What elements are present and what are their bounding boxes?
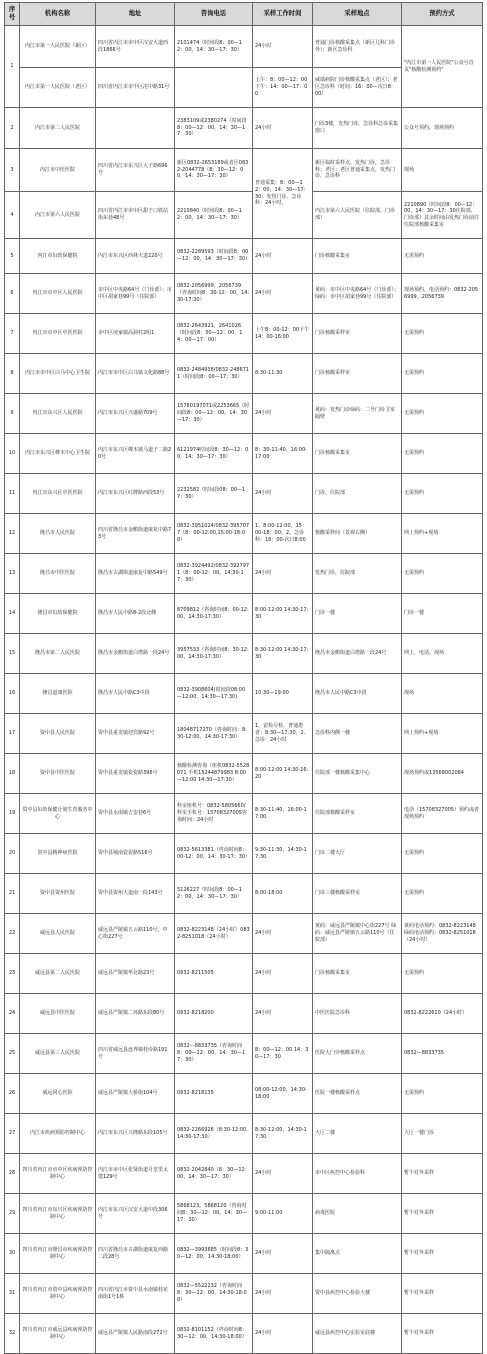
cell-addr: 市中区中央路64号（门诊部）；市中区胡家巷99号（住院部） (96, 274, 175, 314)
cell-site: 大厅二楼 (313, 1114, 402, 1154)
cell-name: 内江市东兴区中医医院 (20, 474, 96, 514)
cell-seq: 3 (5, 149, 20, 192)
cell-addr: 四川省威远县连界镇桂诊路191号 (96, 1034, 175, 1074)
cell-phone: 0832—5522232（咨询时间8：30—12：00，14:30-18:00） (175, 1274, 253, 1314)
cell-site: 威瑞病院门诊核酸采集点（老区）；老区急诊科（时间：16：00—次日8：00） (313, 68, 402, 108)
cell-name: 四川省内江市市中区疾病预防控制中心 (20, 1154, 96, 1194)
cell-time: 24小时 (253, 554, 313, 594)
cell-book: "内江市第一人民医院"公众号首页"核酸检测预约" (402, 26, 483, 108)
cell-site: 急诊科内侧一楼 (313, 714, 402, 754)
table-row (5, 754, 483, 794)
cell-site: 隆昌市金鹅街道白塔路一段24号 (313, 634, 402, 674)
cell-book: 0832-8222610（24小时） (402, 994, 483, 1034)
cell-name: 资中县精神病医院 (20, 834, 96, 874)
cell-addr: 四川省内江市市中区甜子口铁站街东巷48号 (96, 192, 175, 239)
cell-book: 现场 (402, 674, 483, 714)
table-row (5, 474, 483, 514)
cell-addr: 四川省内江市市中区汉安大道西段1866号 (96, 26, 175, 68)
cell-seq: 13 (5, 554, 20, 594)
cell-addr: 隆昌市金鹅街道白塔路一段24号 (96, 634, 175, 674)
cell-site: 医院一楼核酸采样点 (313, 1074, 402, 1114)
cell-site: 隆昌市人民中路C3中段 (313, 674, 402, 714)
cell-addr: 内江市市中区张贤街道月堂里太建129号 (96, 1154, 175, 1194)
table-row (5, 1154, 483, 1194)
cell-seq: 26 (5, 1074, 20, 1114)
cell-time: 24小时 (253, 26, 313, 68)
cell-seq: 19 (5, 794, 20, 834)
table-row (5, 794, 483, 834)
cell-name: 资中县妇幼保健计划生育服务中心 (20, 794, 96, 834)
table-row (5, 954, 483, 994)
cell-addr: 内江市东兴区西林大道220号 (96, 239, 175, 274)
cell-addr: 资中县资州大道南一段143号 (96, 874, 175, 914)
cell-phone: 0832-8218200 (175, 994, 253, 1034)
cell-time: 10:30—19:00 (253, 674, 313, 714)
cell-seq: 16 (5, 674, 20, 714)
cell-phone: 0832-8211505 (175, 954, 253, 994)
table-row (5, 1074, 483, 1114)
table-row (5, 354, 483, 394)
table-row (5, 994, 483, 1034)
cell-phone: 新区0832-2653189或者区0832-2044778（8：30—12：00，14：30—17：30） (175, 149, 253, 192)
cell-site: 黄码：威远县严陵镇中心街227号 绿码：威远县严陵镇五云路110号（住院部） (313, 914, 402, 954)
cell-phone: 0832-8218135 (175, 1074, 253, 1114)
cell-phone: 0832-5613381（咨询时间8：00-12：00，14：30-17：30） (175, 834, 253, 874)
cell-phone: 5868123，5868120（咨询时间8：30—12：00，14：30—17：30） (175, 1194, 253, 1234)
cell-seq: 4 (5, 192, 20, 239)
table-row (5, 1274, 483, 1314)
cell-book: 无需预约 (402, 874, 483, 914)
cell-addr: 内江市市中区白马镇文化路88号 (96, 354, 175, 394)
cell-site: 门诊核酸采样室 (313, 354, 402, 394)
cell-time: 上午：8：00—12：00下午：14：00—17：00 (253, 68, 313, 108)
cell-name: 内江市第六人民医院 (20, 192, 96, 239)
table-row (5, 1314, 483, 1354)
cell-site: 门诊一楼 (313, 594, 402, 634)
cell-time: 8：30-11:40，16:00-17:00 (253, 434, 313, 474)
cell-book: 无需预约 (402, 834, 483, 874)
cell-addr: 资中县水南镇吉安巷6号 (96, 794, 175, 834)
cell-phone: 0832-2643921，2641026（时间段8：30—12：00，14：00—17：00） (175, 314, 253, 354)
cell-time: 24小时 (253, 1234, 313, 1274)
cell-book: 暂不对外采样 (402, 1154, 483, 1194)
cell-name: 隆昌市人民医院 (20, 514, 96, 554)
cell-time: 24小时 (253, 108, 313, 149)
cell-phone: 0832-3951024/0832-3957077（8：00-12:00,15:00-18:00） (175, 514, 253, 554)
cell-addr: 市中区凌家镇高洞村2组1 (96, 314, 175, 354)
cell-time: 8:00-12:00 14:30-16:20 (253, 754, 313, 794)
cell-time: 24小时 (253, 1154, 313, 1194)
header-institution: 机构名称 (20, 3, 96, 26)
cell-name: 四川省内江市资中县疾病预防控制中心 (20, 1274, 96, 1314)
cell-book: 公众号预约，现场预约 (402, 108, 483, 149)
cell-time: 24小时 (253, 474, 313, 514)
cell-book: 2210890（时间段8：00—12：00，14：30—17：30住院部，门诊部）其余时间由发热门诊前往住院部核酸采集室 (402, 192, 483, 239)
cell-name: 内江市东兴区人民医院 (20, 394, 96, 434)
cell-time: 8:30-11:30 (253, 354, 313, 394)
cell-seq: 27 (5, 1114, 20, 1154)
cell-time: 上午8：00-12：00下午14：00-16:00 (253, 314, 313, 354)
cell-name: 隆昌道康医院 (20, 674, 96, 714)
header-row (5, 3, 483, 26)
cell-phone: 0832-8223148（24小时）0832-8251018（24小时） (175, 914, 253, 954)
cell-book: 现场预约或13568002084 (402, 754, 483, 794)
cell-phone: 2101474（时间段8：00—12：00，14：30—17：30） (175, 26, 253, 68)
cell-phone: 0832-2042840（8：30—12：00，14：30—17：30） (175, 1154, 253, 1194)
cell-name: 威远县中医医院 (20, 994, 96, 1034)
cell-site: 集中隔离点 (313, 1234, 402, 1274)
cell-name: 内江市中医医院 (20, 149, 96, 192)
cell-time: 8:30-12:00，14:30-17:30 (253, 1114, 313, 1154)
cell-phone: 3957533（咨询时间8：30-12:00，14:30-17:30） (175, 634, 253, 674)
cell-phone: 0832—8833735（咨询时间8：00—12：00，14：30—17：30） (175, 1034, 253, 1074)
cell-seq: 15 (5, 634, 20, 674)
cell-site: 门诊三楼核酸采样室 (313, 874, 402, 914)
table-row (5, 514, 483, 554)
cell-name: 资中县中医医院 (20, 754, 96, 794)
cell-site: 住院部核酸采样室 (313, 794, 402, 834)
table-row (5, 394, 483, 434)
cell-phone: 0832-2056999，2056739（咨询时间8：30-12：00，14:30-17:30） (175, 274, 253, 314)
cell-phone: 2383109或2380274（时间段8：00—12：00，14：30—17：30） (175, 108, 253, 149)
cell-book: 无需预约 (402, 394, 483, 434)
cell-site: 黄码：发热门诊绿码：二号门诊卫室隔壁 (313, 394, 402, 434)
cell-time: 9:30-11:30，14:30-17:30 (253, 834, 313, 874)
cell-site: 门诊核酸采集室 (313, 954, 402, 994)
cell-time: 8:00-18:00 (253, 874, 313, 914)
cell-seq: 17 (5, 714, 20, 754)
cell-name: 资中县人民医院 (20, 714, 96, 754)
cell-seq: 8 (5, 354, 20, 394)
cell-book: 大厅一楼门诊 (402, 1114, 483, 1154)
cell-book: 无需预约 (402, 354, 483, 394)
cell-site: 住院部一楼核酸采集中心 (313, 754, 402, 794)
cell-seq: 21 (5, 874, 20, 914)
cell-site: 内江市第六人民医院（住院部，门诊部） (313, 192, 402, 239)
header-site: 采样地点 (313, 3, 402, 26)
cell-seq: 2 (5, 108, 20, 149)
cell-book: 现场 (402, 149, 483, 192)
cell-book: 无需预约 (402, 314, 483, 354)
cell-phone: 8709812（咨询时间8：00-12:00，14:30-17:30） (175, 594, 253, 634)
cell-name: 隆昌市中医医院 (20, 554, 96, 594)
cell-addr: 隆昌市人民中路C3中段 (96, 674, 175, 714)
testing-sites-table (4, 2, 483, 1354)
table-row (5, 674, 483, 714)
cell-name: 内江市疾病预防控制中心 (20, 1114, 96, 1154)
cell-seq: 7 (5, 314, 20, 354)
cell-name: 隆昌市第二人民医院 (20, 634, 96, 674)
cell-name: 内江市第一人民医院（老区） (20, 68, 96, 108)
cell-book: 无需预约 (402, 1074, 483, 1114)
cell-seq: 12 (5, 514, 20, 554)
cell-name: 威远县第二人民医院 (20, 954, 96, 994)
cell-name: 资中县资州医院 (20, 874, 96, 914)
header-seq: 序号 (5, 3, 20, 26)
table-row (5, 108, 483, 149)
cell-book: 无需预约 (402, 474, 483, 514)
cell-phone: 18048717270（咨询时间：8:30-12:00，14:30-17:30） (175, 714, 253, 754)
cell-name: 内江市第二人民医院 (20, 108, 96, 149)
cell-site: 中医医院急诊科 (313, 994, 402, 1034)
cell-book: 暂不对外采样 (402, 1234, 483, 1274)
cell-site: 核酸采样间（景观右侧） (313, 514, 402, 554)
cell-seq: 11 (5, 474, 20, 514)
cell-time: 8:30-12:00 14:30-17:30 (253, 634, 313, 674)
cell-name: 内江市第一人民医院（新区） (20, 26, 96, 68)
cell-site: 门诊核酸采样室 (313, 314, 402, 354)
cell-phone: 2210840（时间段8：00—12：00，14：30—17：30） (175, 192, 253, 239)
table-row (5, 874, 483, 914)
cell-addr: 资中县重龙镇迎宾路92号 (96, 714, 175, 754)
cell-addr: 四川省内江市东兴区大千路696号 (96, 149, 175, 192)
cell-seq: 10 (5, 434, 20, 474)
cell-name: 威远县人民医院 (20, 914, 96, 954)
cell-site: 医院大门旁核酸采样点 (313, 1034, 402, 1074)
header-address: 地址 (96, 3, 175, 26)
cell-phone: 0832-2266926（8:30-12:00,14:30-17:30） (175, 1114, 253, 1154)
cell-time: 24小时 (253, 1314, 313, 1354)
cell-seq: 23 (5, 954, 20, 994)
table-row (5, 714, 483, 754)
cell-book: 无需预约 (402, 239, 483, 274)
header-hours: 采样工作时间 (253, 3, 313, 26)
cell-book: 网上预约+现场 (402, 514, 483, 554)
table-row (5, 914, 483, 954)
cell-addr: 内江市东兴区椑木镇马道子二路20号 (96, 434, 175, 474)
cell-phone: 0832-3924492/0832-3927971（8：00-12：00，14:30-17：30） (175, 554, 253, 594)
cell-addr: 威远县严陵镇大桥街104号 (96, 1074, 175, 1114)
cell-addr: 四川省隆昌市金鹅街道康复中路73号 (96, 514, 175, 554)
cell-time: 24小时 (253, 914, 313, 954)
table-row (5, 1034, 483, 1074)
cell-addr: 内江市东兴区汉安大道中段306号 (96, 1194, 175, 1234)
cell-book: 无需预约 (402, 954, 483, 994)
table-row (5, 634, 483, 674)
cell-name: 威远县第三人民医院 (20, 1034, 96, 1074)
cell-seq: 24 (5, 994, 20, 1034)
cell-addr: 威远县严陵镇华北路23号 (96, 954, 175, 994)
cell-seq: 32 (5, 1314, 20, 1354)
cell-phone: 0832-3908604(时间段08:00—12:00，14:30—17:30) (175, 674, 253, 714)
cell-seq: 1 (5, 26, 20, 108)
cell-phone: 科室座机号：0832-5805660/科室手机号：15708327005咨询时间：24小时 (175, 794, 253, 834)
cell-addr: 内江市东兴区兴隆路东段105号 (96, 1114, 175, 1154)
cell-book: 黄码电话预约：0832-8223148 绿码电话预约：0832-8251018（24小时） (402, 914, 483, 954)
cell-site: 门诊3楼，发热门诊，急诊科急诊采集窗口 (313, 108, 402, 149)
cell-book: 0832—8833735 (402, 1034, 483, 1074)
cell-phone: 0832—3993685（时间段8：30—12：00，14:30-18:00） (175, 1234, 253, 1274)
table-row (5, 192, 483, 239)
cell-phone: 5126227（时间段8：00—12：00，14：30—17：30） (175, 874, 253, 914)
cell-time: 8：00—12：00 14：30—17：30 (253, 1034, 313, 1074)
cell-site: 病毒医院 (313, 1194, 402, 1234)
cell-name: 四川省内江市威远县疾病预防控制中心 (20, 1314, 96, 1354)
cell-site: 普通门诊核酸采集点（新区儿科门诊外）；新区急诊科 (313, 26, 402, 68)
cell-book: 网上预约+现场 (402, 714, 483, 754)
cell-phone: 0832-8101152（咨询时间8：30—12：00，14:30-18:00） (175, 1314, 253, 1354)
cell-addr: 四川省内江市资中县水南镇桂花南街1号1栋 (96, 1274, 175, 1314)
cell-seq: 28 (5, 1154, 20, 1194)
table-row (5, 274, 483, 314)
cell-addr: 资中县重龙镇瓷瓷路396号 (96, 754, 175, 794)
cell-book: 网上，电话，现场 (402, 634, 483, 674)
cell-seq: 31 (5, 1274, 20, 1314)
cell-phone: 6121974时间段8：30—12：00，14：30—17：30） (175, 434, 253, 474)
cell-phone (175, 68, 253, 108)
cell-seq: 9 (5, 394, 20, 434)
table-row (5, 314, 483, 354)
cell-phone: 15760197071或2253665（时间段8：00—12：00，14：30—17：30） (175, 394, 253, 434)
cell-seq: 5 (5, 239, 20, 274)
cell-time: 24小时 (253, 1274, 313, 1314)
cell-site: 黄码：市中区中央路64号（门诊部）；绿码：市中区胡家巷99号（住院部） (313, 274, 402, 314)
cell-book: 门诊一楼 (402, 594, 483, 634)
cell-seq: 20 (5, 834, 20, 874)
table-row (5, 239, 483, 274)
cell-site: 门诊，住院部 (313, 474, 402, 514)
cell-name: 内江市市中区中医医院 (20, 314, 96, 354)
header-booking: 预约方式 (402, 3, 483, 26)
cell-site: 新区临时采样点，发热门诊，急诊科；老区：老区普通采集点，发热门诊，急诊科 (313, 149, 402, 192)
table-row (5, 26, 483, 68)
cell-seq: 6 (5, 274, 20, 314)
cell-addr: 四川省内江市市中区沱中路31号 (96, 68, 175, 108)
table-row (5, 149, 483, 192)
cell-addr: 内江市东兴区红牌路西段53号 (96, 474, 175, 514)
cell-addr: 四川省隆昌市古湖街道康复西路二段28号 (96, 1234, 175, 1274)
cell-seq: 22 (5, 914, 20, 954)
table-row (5, 1234, 483, 1274)
table-row (5, 834, 483, 874)
cell-phone: 核酸检测咨询（座机0832-5528071 手机15244879983 8:00—12:00 14:30—17:30） (175, 754, 253, 794)
cell-time: 普通采集：8：00—12：00，14：30—17：30；发热门诊，急诊科：24小时。 (253, 149, 313, 239)
header-phone: 咨询电话 (175, 3, 253, 26)
cell-book: 电话（15708327005）预约或者现场预约 (402, 794, 483, 834)
cell-seq: 18 (5, 754, 20, 794)
cell-time: 1，留检尽检，普通患者：8:30—17:30，2.急诊：24小时 (253, 714, 313, 754)
cell-site: 威远县疾控中心实验室底楼 (313, 1314, 402, 1354)
cell-site: 门诊核酸采集室 (313, 434, 402, 474)
cell-time: 24小时 (253, 274, 313, 314)
cell-addr: 内江市东兴区兴盛路709号 (96, 394, 175, 434)
cell-name: 隆昌市妇幼保健院 (20, 594, 96, 634)
cell-time: 24小时 (253, 394, 313, 434)
cell-phone: 0832-2289593（时间段8：00—12：00，14：30—17：30） (175, 239, 253, 274)
cell-seq: 14 (5, 594, 20, 634)
cell-book: 暂不对外采样 (402, 1194, 483, 1234)
cell-site: 资中县疾控中心检验大楼 (313, 1274, 402, 1314)
cell-time: 24小时 (253, 994, 313, 1034)
cell-name: 内江市市中区人民医院 (20, 274, 96, 314)
cell-seq: 29 (5, 1194, 20, 1234)
cell-site: 门诊核酸采集室 (313, 239, 402, 274)
cell-time: 8:30-11:40，16:00-17:00 (253, 794, 313, 834)
cell-seq: 25 (5, 1034, 20, 1074)
cell-addr: 威远县严陵镇五云路110号，中心街227号 (96, 914, 175, 954)
cell-time: 9:00-11:00 (253, 1194, 313, 1234)
cell-name: 威远同心医院 (20, 1074, 96, 1114)
cell-addr: 威远县严陵镇二环路东段80号 (96, 994, 175, 1034)
cell-site: 市中区疾控中心检验科 (313, 1154, 402, 1194)
cell-site: 门诊二楼大厅 (313, 834, 402, 874)
cell-time: 8:00-12:00 14:30-17:30 (253, 594, 313, 634)
table-row (5, 1114, 483, 1154)
cell-name: 内江市东兴区椑木中心卫生院 (20, 434, 96, 474)
cell-addr: 资中县城南瓷瓷路516号 (96, 834, 175, 874)
table-row (5, 1194, 483, 1234)
cell-phone: 0832-2484938/0832-2486711（时间段8：00—17：30） (175, 354, 253, 394)
cell-time: 24小时 (253, 239, 313, 274)
cell-name: 四川省内江市隆昌市疾病预防控制中心 (20, 1234, 96, 1274)
cell-book: 暂不对外采样 (402, 1274, 483, 1314)
cell-site: 发热门诊，住院部 (313, 554, 402, 594)
cell-name: 四川省内江市东兴区疾病预防控制中心 (20, 1194, 96, 1234)
cell-book: 无需预约 (402, 554, 483, 594)
cell-book: 暂不对外采样 (402, 1314, 483, 1354)
cell-book: 无需预约 (402, 434, 483, 474)
table-row (5, 594, 483, 634)
cell-addr: 隆昌市古湖街道康复中路549号 (96, 554, 175, 594)
cell-time: 1、8:00-12:00，15：00-18：00；2、急诊科：18：00-次日8:00 (253, 514, 313, 554)
cell-addr: 威远县严陵镇人民路南段272号 (96, 1314, 175, 1354)
cell-addr (96, 108, 175, 149)
cell-book: 现场预约，电话预约：0832-2056999，2056739 (402, 274, 483, 314)
cell-seq: 30 (5, 1234, 20, 1274)
table-row (5, 554, 483, 594)
cell-name: 内江市市中区白马中心卫生院 (20, 354, 96, 394)
cell-phone: 2232582（时间段08：00—17：30） (175, 474, 253, 514)
table-row (5, 434, 483, 474)
cell-name: 内江市妇幼保健院 (20, 239, 96, 274)
cell-addr: 隆昌市人民中路8-2段北侧 (96, 594, 175, 634)
cell-time: 24小时 (253, 954, 313, 994)
cell-time: 08:00-12:00，14:30-18:00 (253, 1074, 313, 1114)
